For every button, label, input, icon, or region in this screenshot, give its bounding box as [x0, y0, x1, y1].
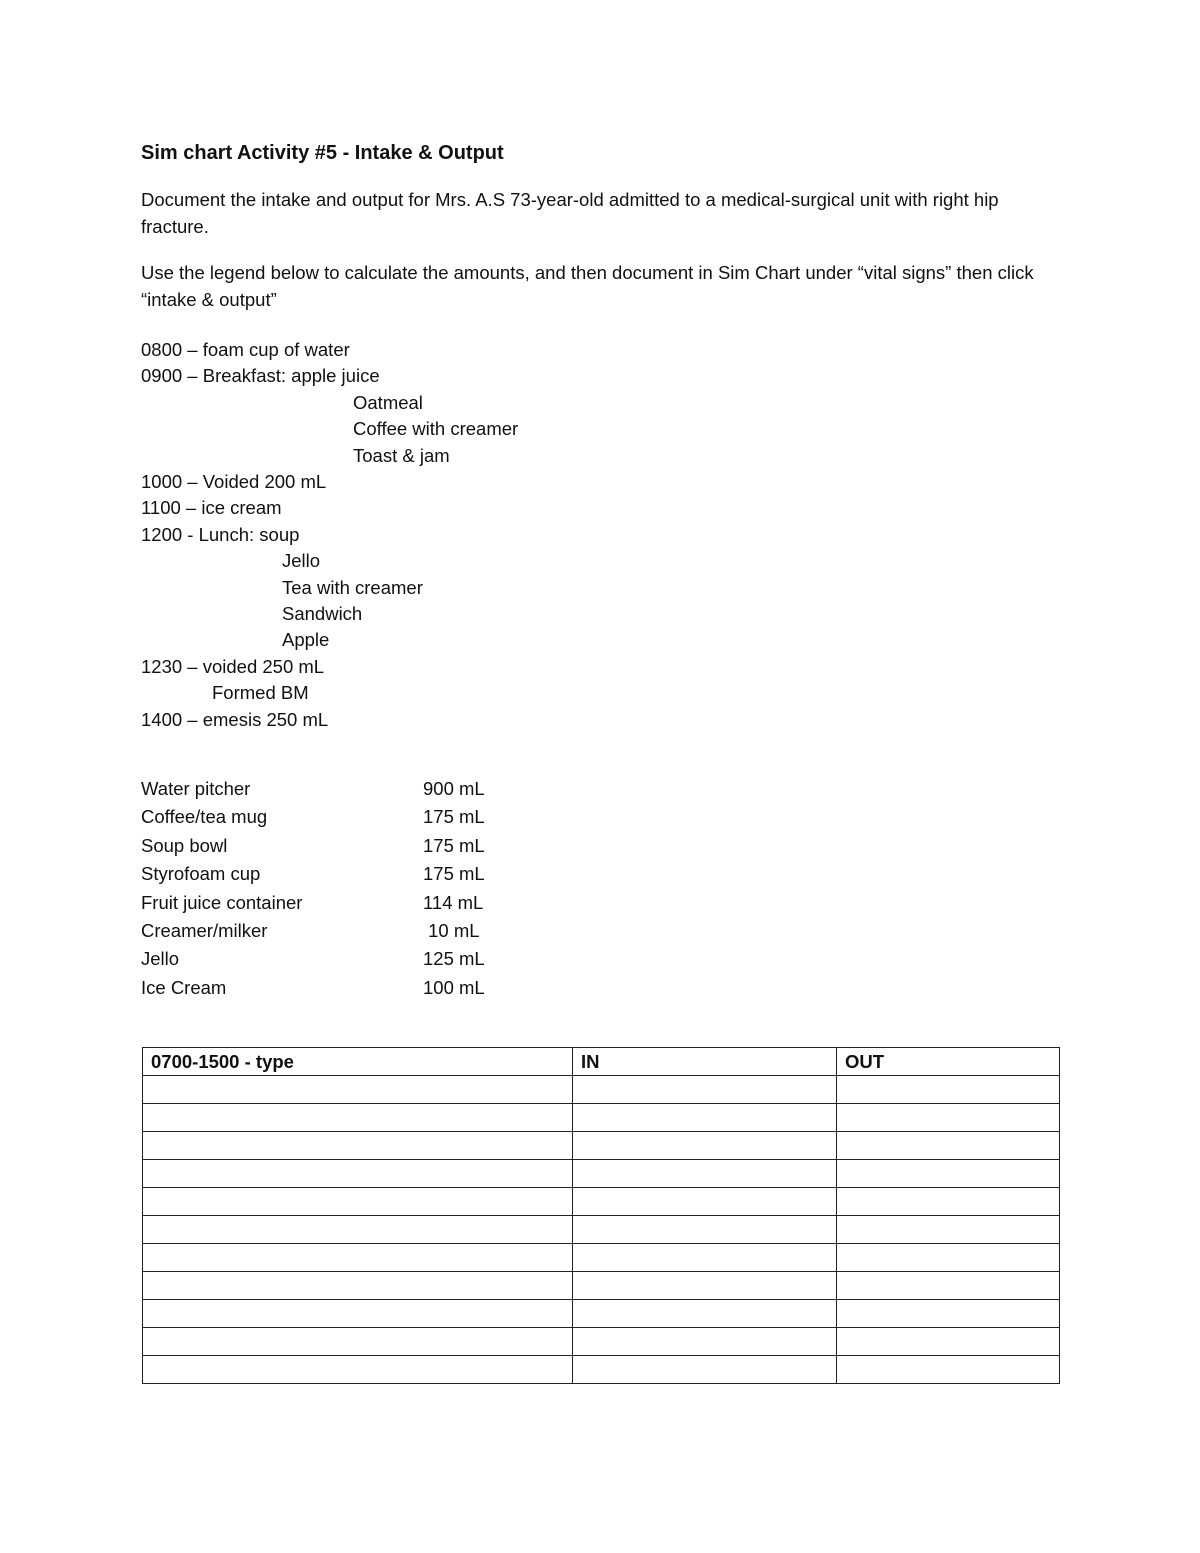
type-cell[interactable]	[143, 1188, 573, 1216]
out-cell[interactable]	[837, 1356, 1060, 1384]
out-cell[interactable]	[837, 1132, 1060, 1160]
instruction-paragraph-1: Document the intake and output for Mrs. A.S 73-year-old admitted to a medical-surgical unit with right hip fracture.	[141, 189, 999, 237]
type-cell[interactable]	[143, 1244, 573, 1272]
instruction-paragraph-2: Use the legend below to calculate the amounts, and then document in Sim Chart under “vital signs” then click “intake & output”	[141, 262, 1034, 310]
table-row	[143, 1132, 1060, 1160]
legend-item: Creamer/milker	[141, 920, 268, 941]
legend-amount: 114 mL	[423, 891, 484, 913]
type-cell[interactable]	[143, 1160, 573, 1188]
log-entry: Toast & jam	[353, 444, 450, 466]
legend-item: Styrofoam cup	[141, 863, 261, 885]
log-entry: Sandwich	[282, 603, 363, 624]
legend-amount: 100 mL	[423, 976, 485, 998]
legend-item: Water pitcher	[141, 778, 251, 799]
out-cell[interactable]	[837, 1300, 1060, 1328]
legend-item: Coffee/tea mug	[141, 806, 268, 828]
type-cell[interactable]	[143, 1272, 573, 1300]
log-entry: 0900 – Breakfast: apple juice	[141, 365, 380, 387]
in-cell[interactable]	[573, 1328, 837, 1356]
out-cell[interactable]	[837, 1328, 1060, 1356]
legend-amount: 125 mL	[423, 948, 485, 970]
header-in: IN	[573, 1048, 837, 1076]
type-cell[interactable]	[143, 1300, 573, 1328]
type-cell[interactable]	[143, 1328, 573, 1356]
table-row	[143, 1272, 1060, 1300]
in-cell[interactable]	[573, 1216, 837, 1244]
in-cell[interactable]	[573, 1076, 837, 1104]
log-entry: Coffee with creamer	[353, 418, 519, 440]
log-entry: 1100 – ice cream	[141, 497, 282, 519]
header-out: OUT	[837, 1048, 1060, 1076]
table-header-row	[143, 1048, 1060, 1076]
log-entry: Tea with creamer	[282, 576, 423, 598]
table-row	[143, 1188, 1060, 1216]
out-cell[interactable]	[837, 1104, 1060, 1132]
type-cell[interactable]	[143, 1216, 573, 1244]
table-row	[143, 1356, 1060, 1384]
in-cell[interactable]	[573, 1188, 837, 1216]
log-entry: 1200 - Lunch: soup	[141, 523, 300, 545]
legend-amount: 10 mL	[423, 920, 480, 941]
in-cell[interactable]	[573, 1244, 837, 1272]
legend-item: Jello	[141, 948, 180, 970]
legend-item: Soup bowl	[141, 834, 228, 856]
log-entry: 1400 – emesis 250 mL	[141, 708, 329, 730]
log-entry: 1000 – Voided 200 mL	[141, 471, 327, 492]
out-cell[interactable]	[837, 1216, 1060, 1244]
table-row	[143, 1076, 1060, 1104]
table-row	[143, 1216, 1060, 1244]
legend-amount: 900 mL	[423, 778, 485, 799]
out-cell[interactable]	[837, 1188, 1060, 1216]
type-cell[interactable]	[143, 1104, 573, 1132]
legend-item: Ice Cream	[141, 976, 227, 998]
log-entry: Oatmeal	[353, 391, 423, 413]
log-entry: Formed BM	[212, 682, 309, 704]
log-entry: Jello	[282, 550, 321, 572]
legend-amount: 175 mL	[423, 863, 485, 885]
in-cell[interactable]	[573, 1356, 837, 1384]
table-row	[143, 1160, 1060, 1188]
out-cell[interactable]	[837, 1272, 1060, 1300]
in-cell[interactable]	[573, 1160, 837, 1188]
intake-output-table	[142, 1047, 1060, 1384]
legend-amount: 175 mL	[423, 834, 485, 856]
in-cell[interactable]	[573, 1272, 837, 1300]
log-entry: 1230 – voided 250 mL	[141, 655, 325, 677]
type-cell[interactable]	[143, 1076, 573, 1104]
in-cell[interactable]	[573, 1104, 837, 1132]
table-row	[143, 1104, 1060, 1132]
header-type: 0700-1500 - type	[143, 1048, 573, 1076]
type-cell[interactable]	[143, 1132, 573, 1160]
log-entry: 0800 – foam cup of water	[141, 339, 350, 360]
log-entry: Apple	[282, 629, 330, 651]
table-row	[143, 1244, 1060, 1272]
legend-amount: 175 mL	[423, 806, 485, 828]
table-row	[143, 1300, 1060, 1328]
page-title: Sim chart Activity #5 - Intake & Output	[141, 142, 504, 164]
out-cell[interactable]	[837, 1244, 1060, 1272]
in-cell[interactable]	[573, 1132, 837, 1160]
type-cell[interactable]	[143, 1356, 573, 1384]
out-cell[interactable]	[837, 1076, 1060, 1104]
legend-item: Fruit juice container	[141, 891, 303, 913]
out-cell[interactable]	[837, 1160, 1060, 1188]
table-row	[143, 1328, 1060, 1356]
in-cell[interactable]	[573, 1300, 837, 1328]
